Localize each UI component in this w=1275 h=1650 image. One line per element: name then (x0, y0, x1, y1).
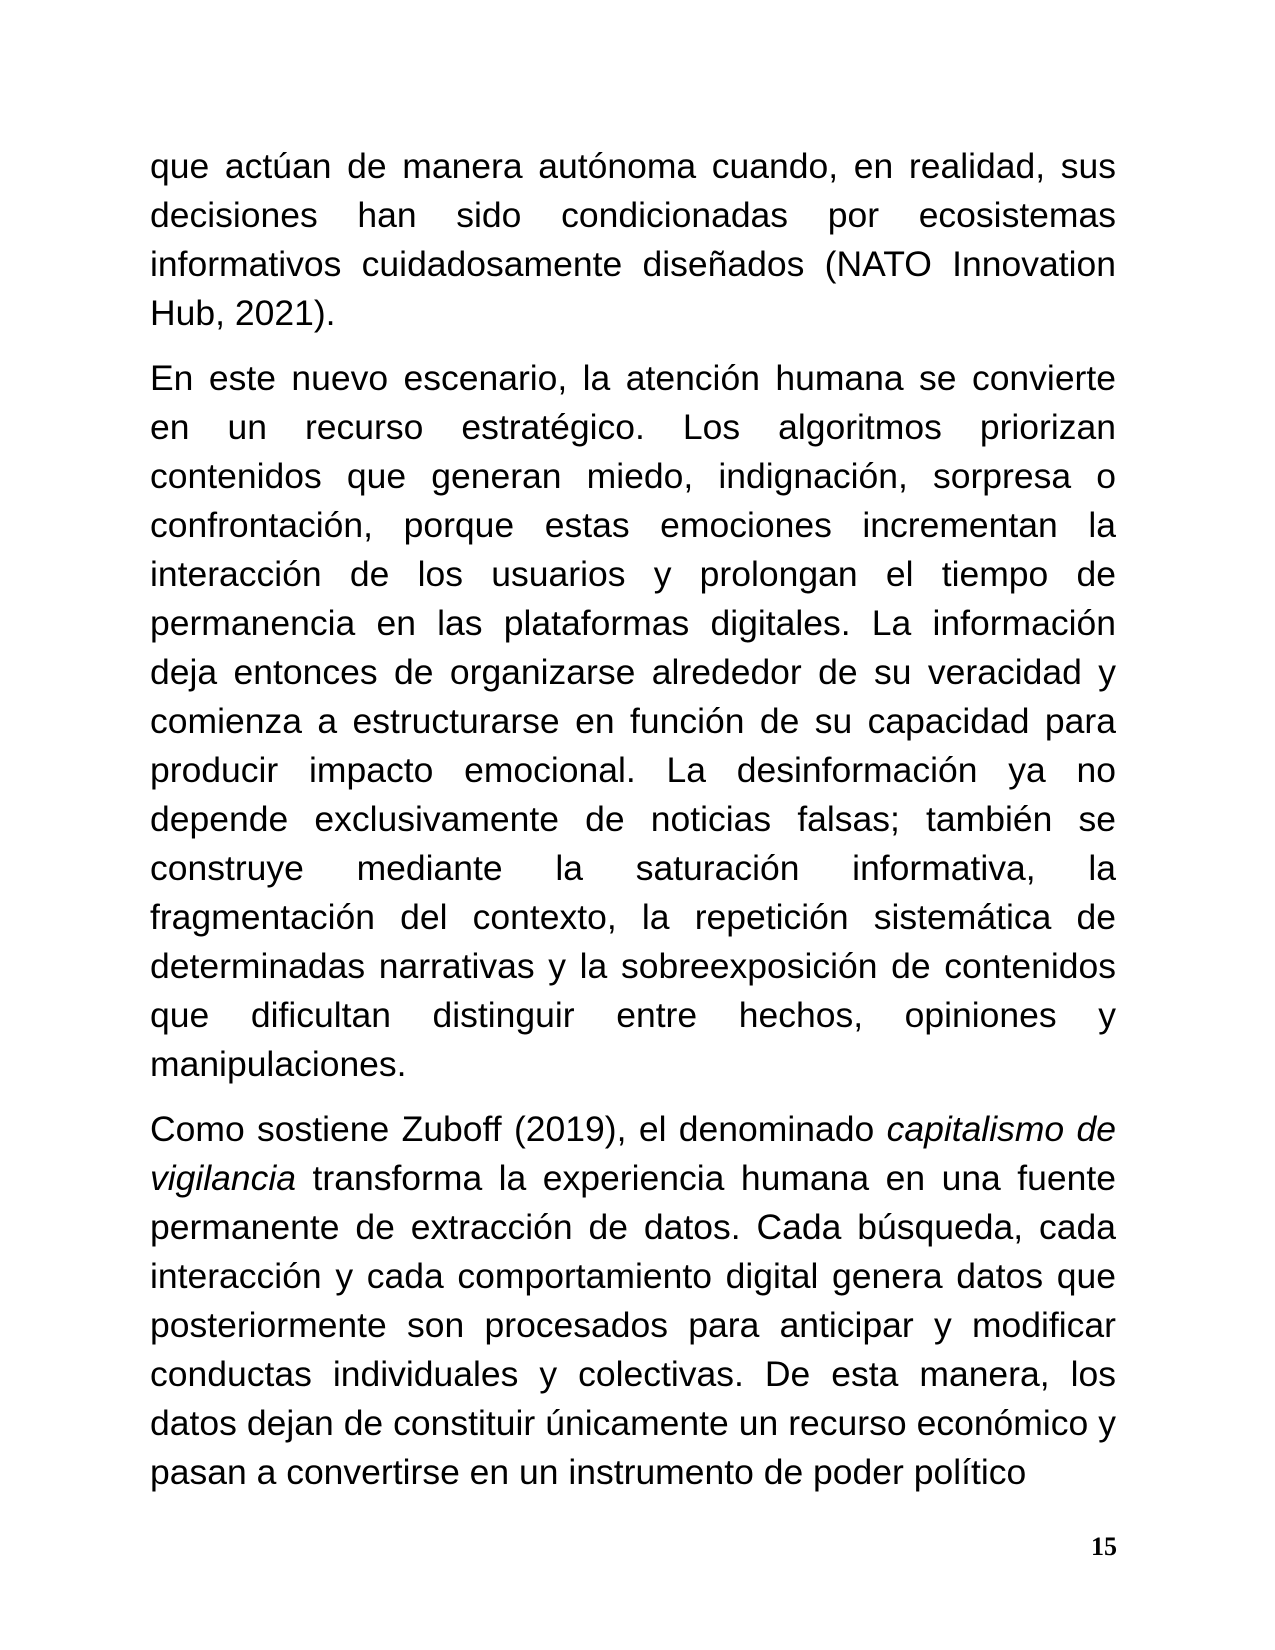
paragraph-2: En este nuevo escenario, la atención humana se convierte en un recurso estratégico. Los algoritmos priorizan contenidos que generan miedo, indignación, sorpresa o confrontación, porque estas emociones incrementan la interacción de los usuarios y prolongan el tiempo de permanencia en las plataformas digitales. La información deja entonces de organizarse alrededor de su veracidad y comienza a estructurarse en función de su capacidad para producir impacto emocional. La desinformación ya no depende exclusivamente de noticias falsas; también se construye mediante la saturación informativa, la fragmentación del contexto, la repetición sistemática de determinadas narrativas y la sobreexposición de contenidos que dificultan distinguir entre hechos, opiniones y manipulaciones. (150, 358, 1116, 1084)
body-text (150, 142, 1116, 1513)
page-number: 15 (1091, 1532, 1117, 1561)
paragraph-3-italic-term: capitalismo de vigilancia (150, 1109, 1116, 1198)
paragraph-3 (150, 1105, 1116, 1497)
paragraph-3-start: Como sostiene Zuboff (2019), el denominado (150, 1109, 887, 1149)
paragraph-1: que actúan de manera autónoma cuando, en realidad, sus decisiones han sido condicionadas por ecosistemas informativos cuidadosamente diseñados (NATO Innovation Hub, 2021). (150, 146, 1116, 333)
paragraph-3-end: transforma la experiencia humana en una fuente permanente de extracción de datos. Cada búsqueda, cada interacción y cada comportamiento digital genera datos que posteriormente son procesados para anticipar y modificar conductas individuales y colectivas. De esta manera, los datos dejan de constituir únicamente un recurso económico y pasan a convertirse en un instrumento de poder político (150, 1158, 1116, 1492)
